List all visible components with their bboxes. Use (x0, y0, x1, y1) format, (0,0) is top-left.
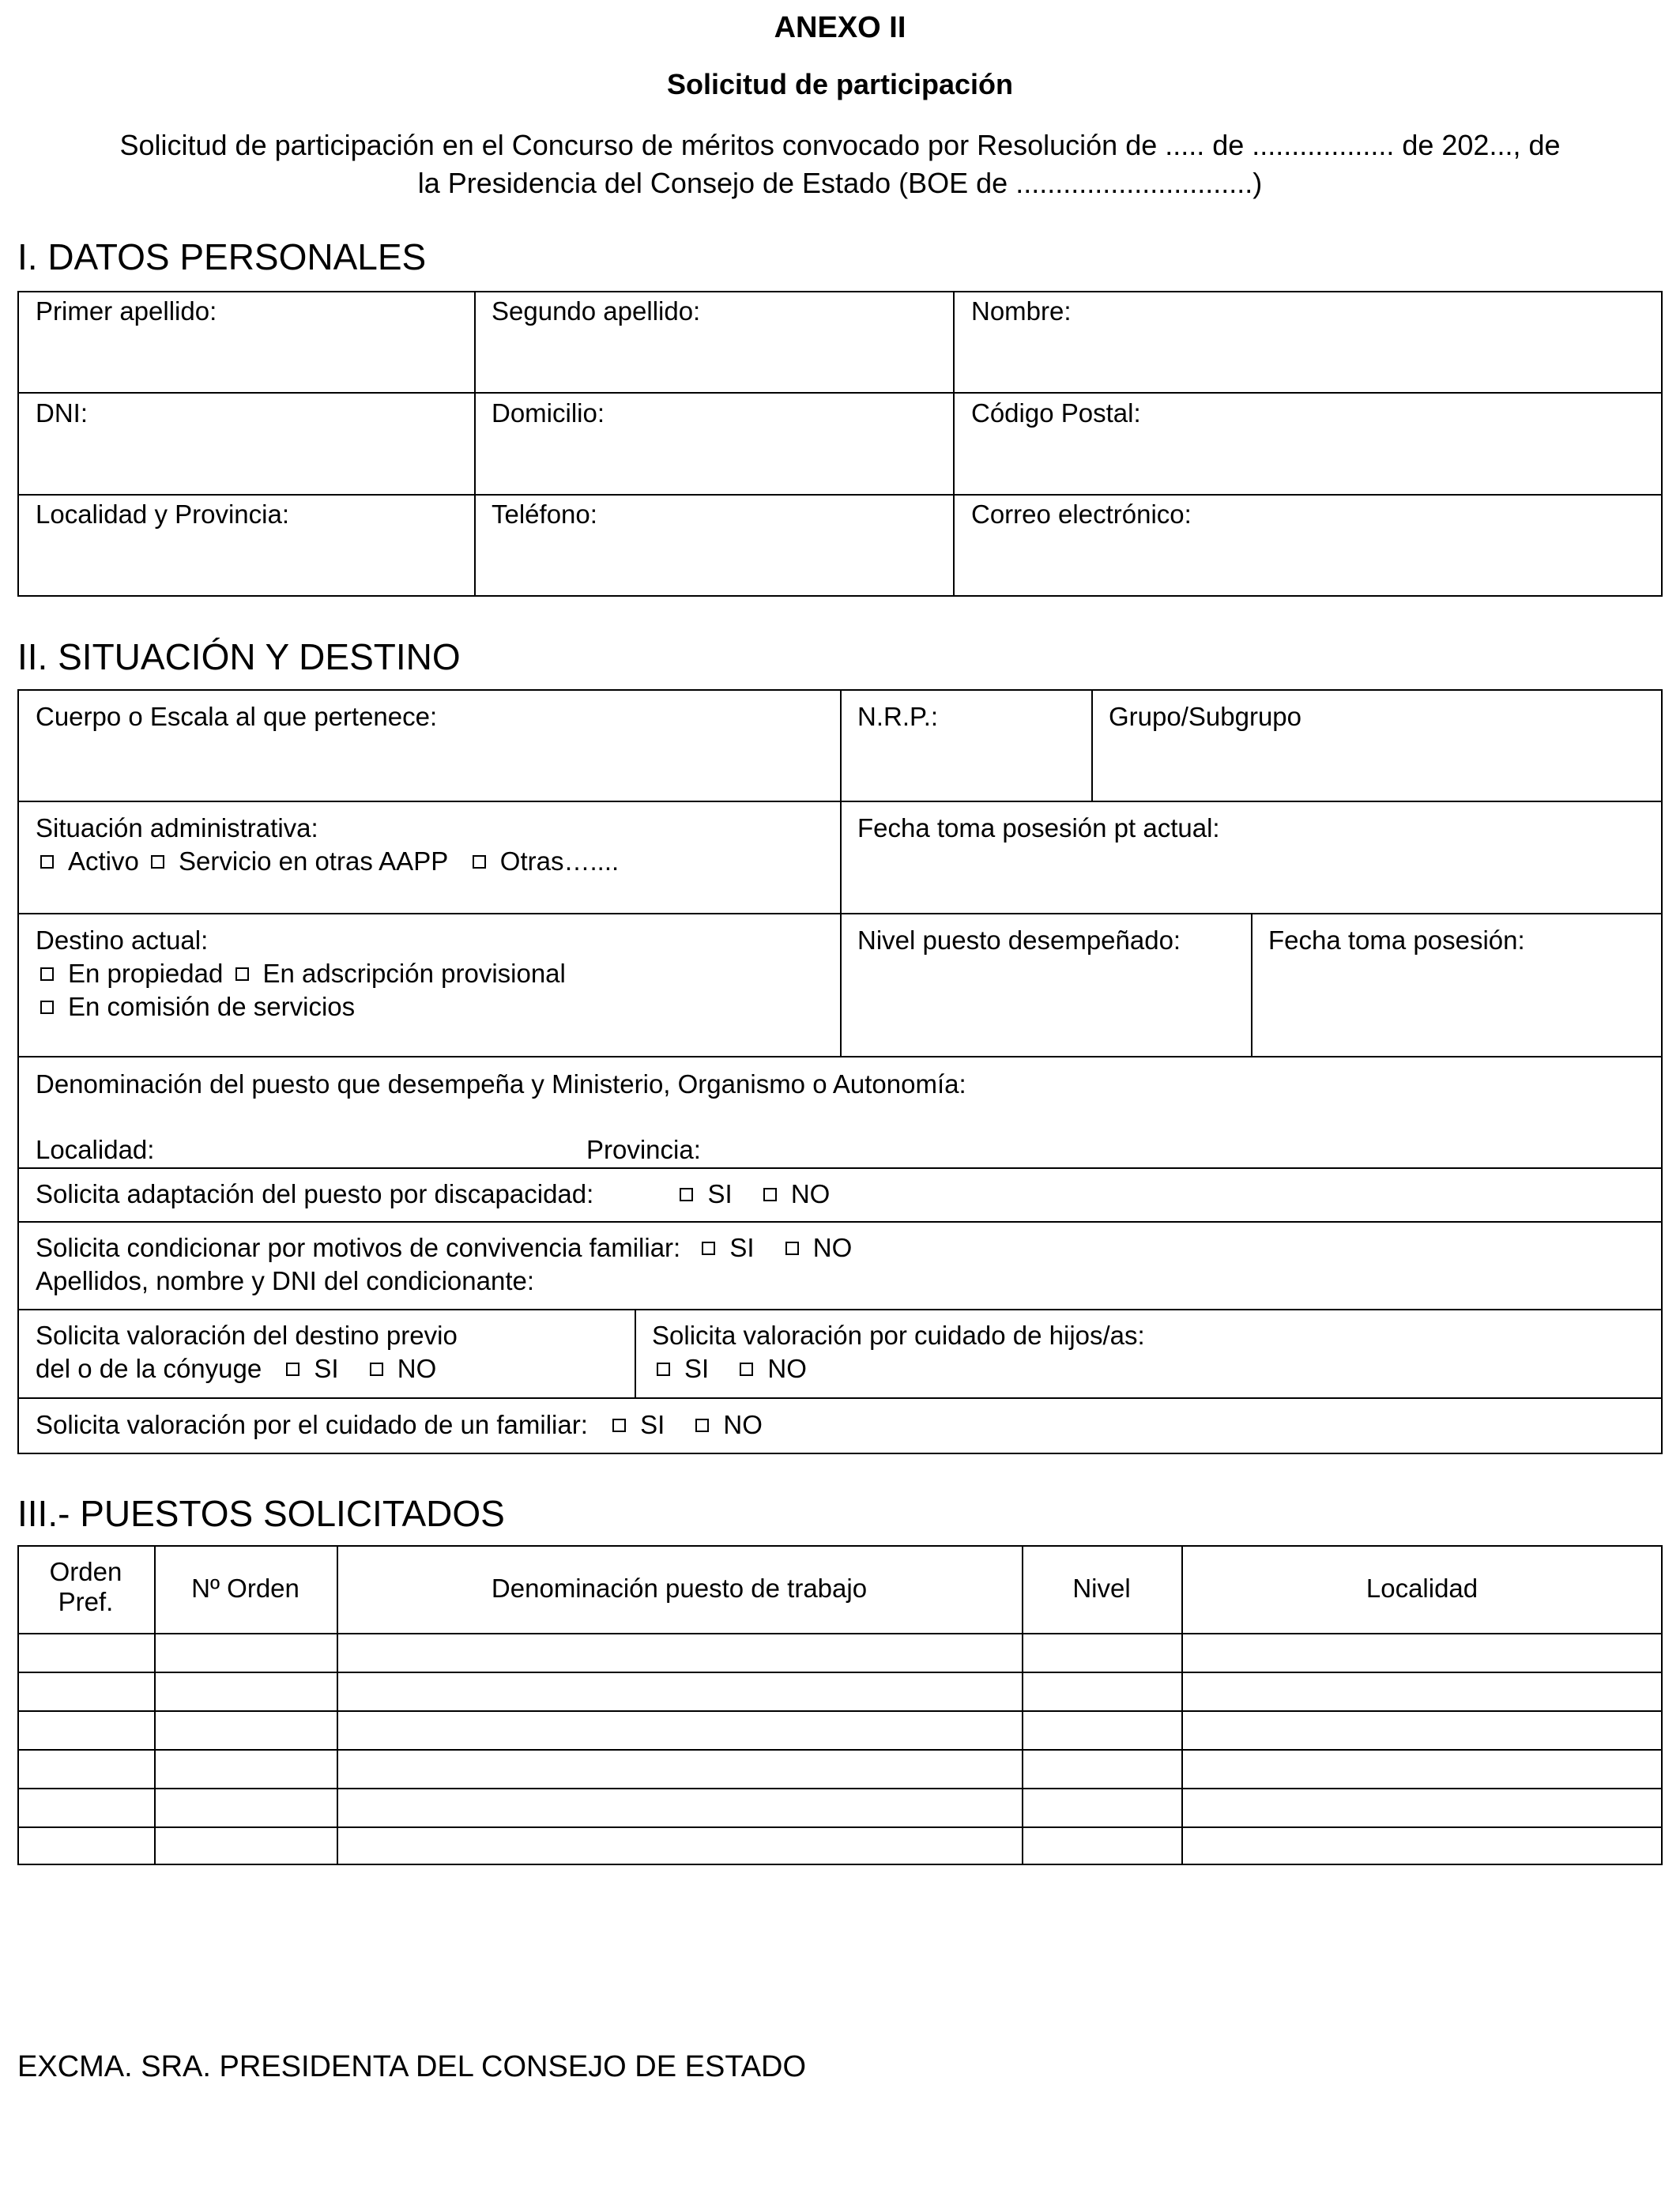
destino-options-row2 (36, 990, 355, 1023)
field-codigo-postal[interactable]: Código Postal: (971, 398, 1141, 428)
label-si: SI (729, 1233, 755, 1262)
field-nombre[interactable]: Nombre: (971, 296, 1072, 326)
field-localidad[interactable]: Localidad: (36, 1135, 155, 1164)
footer-addressee: EXCMA. SRA. PRESIDENTA DEL CONSEJO DE ESTADO (17, 2050, 807, 2083)
field-localidad-provincia[interactable]: Localidad y Provincia: (36, 499, 290, 529)
personal-data-table (17, 291, 1663, 597)
intro-line-2: la Presidencia del Consejo de Estado (BOE de ..............................) (417, 167, 1263, 199)
field-cuerpo[interactable]: Cuerpo o Escala al que pertenece: (36, 702, 438, 731)
intro-text (0, 126, 1680, 202)
checkbox-condicionar-no[interactable] (785, 1242, 799, 1255)
label-si: SI (684, 1354, 710, 1383)
field-nrp[interactable]: N.R.P.: (857, 702, 939, 731)
checkbox-comision[interactable] (40, 1001, 54, 1014)
divider (17, 1221, 1663, 1223)
label-comision: En comisión de servicios (68, 992, 356, 1021)
field-denominacion[interactable]: Denominación del puesto que desempeña y Ministerio, Organismo o Autonomía: (36, 1069, 966, 1099)
label-si: SI (640, 1410, 665, 1439)
divider (17, 494, 1663, 496)
table-row (17, 1710, 1663, 1712)
label-cuidado-familiar: Solicita valoración por el cuidado de un familiar: (36, 1410, 588, 1439)
field-segundo-apellido[interactable]: Segundo apellido: (492, 296, 701, 326)
checkbox-adaptacion-si[interactable] (680, 1188, 693, 1201)
cuidado-hijos-row (652, 1352, 807, 1385)
col-localidad: Localidad (1365, 1574, 1478, 1603)
divider (17, 392, 1663, 394)
checkbox-conyuge-si[interactable] (286, 1363, 299, 1376)
label-no: NO (397, 1354, 437, 1383)
divider (17, 1056, 1663, 1057)
field-primer-apellido[interactable]: Primer apellido: (36, 296, 217, 326)
label-no: NO (723, 1410, 763, 1439)
field-situacion: Situación administrativa: (36, 813, 318, 843)
label-otras: Otras….... (499, 846, 620, 876)
field-fecha-posesion[interactable]: Fecha toma posesión: (1268, 925, 1525, 955)
destino-options-row1 (36, 957, 566, 990)
col-orden-pref-l2: Pref. (58, 1587, 114, 1616)
label-condicionar: Solicita condicionar por motivos de convivencia familiar: (36, 1233, 681, 1262)
field-domicilio[interactable]: Domicilio: (492, 398, 605, 428)
field-telefono[interactable]: Teléfono: (492, 499, 597, 529)
divider (17, 1397, 1663, 1399)
checkbox-adscripcion[interactable] (235, 967, 249, 981)
col-n-orden: Nº Orden (191, 1574, 299, 1603)
label-adscripcion: En adscripción provisional (262, 959, 566, 988)
condicionar-row (36, 1231, 852, 1265)
field-grupo[interactable]: Grupo/Subgrupo (1109, 702, 1302, 731)
label-si: SI (707, 1179, 733, 1208)
cuidado-familiar-row (36, 1408, 763, 1442)
field-dni[interactable]: DNI: (36, 398, 88, 428)
checkbox-conyuge-no[interactable] (370, 1363, 383, 1376)
col-denominacion: Denominación puesto de trabajo (491, 1574, 868, 1603)
field-destino: Destino actual: (36, 925, 209, 955)
field-fecha-pt[interactable]: Fecha toma posesión pt actual: (857, 813, 1220, 843)
field-correo[interactable]: Correo electrónico: (971, 499, 1192, 529)
divider (17, 1309, 1663, 1310)
col-orden-pref-l1: Orden (49, 1557, 122, 1586)
divider (1251, 913, 1252, 1056)
label-si: SI (314, 1354, 339, 1383)
situacion-options (36, 845, 619, 878)
table-row (17, 1788, 1663, 1789)
section-1-title: I. DATOS PERSONALES (17, 236, 427, 277)
checkbox-activo[interactable] (40, 855, 54, 869)
checkbox-otras[interactable] (473, 855, 486, 869)
divider (635, 1309, 636, 1397)
label-propiedad: En propiedad (68, 959, 224, 988)
form-title: Solicitud de participación (666, 68, 1014, 100)
label-no: NO (790, 1179, 831, 1208)
col-orden-pref (17, 1557, 154, 1617)
checkbox-hijos-no[interactable] (740, 1363, 753, 1376)
field-condicionante[interactable]: Apellidos, nombre y DNI del condicionante: (36, 1266, 535, 1295)
checkbox-familiar-si[interactable] (612, 1419, 626, 1432)
destino-previo-row (36, 1352, 436, 1385)
field-provincia[interactable]: Provincia: (586, 1135, 701, 1164)
label-conyuge: del o de la cónyuge (36, 1354, 262, 1383)
table-header-divider (17, 1633, 1663, 1634)
section-3-title: III.- PUESTOS SOLICITADOS (17, 1493, 505, 1534)
label-servicio-otras: Servicio en otras AAPP (179, 846, 448, 876)
checkbox-propiedad[interactable] (40, 967, 54, 981)
label-no: NO (767, 1354, 807, 1383)
checkbox-familiar-no[interactable] (695, 1419, 709, 1432)
adaptacion-row (36, 1178, 830, 1211)
table-row (17, 1826, 1663, 1828)
intro-line-1: Solicitud de participación en el Concurso de méritos convocado por Resolución de ..... de .................. de 202..., de (119, 129, 1561, 161)
label-cuidado-hijos: Solicita valoración por cuidado de hijos/as: (652, 1321, 1145, 1350)
label-destino-previo: Solicita valoración del destino previo (36, 1321, 458, 1350)
label-adaptacion: Solicita adaptación del puesto por discapacidad: (36, 1179, 594, 1208)
divider (840, 689, 842, 1056)
label-activo: Activo (68, 846, 139, 876)
col-nivel: Nivel (1072, 1574, 1131, 1603)
checkbox-hijos-si[interactable] (657, 1363, 670, 1376)
divider (1091, 689, 1093, 801)
annex-title: ANEXO II (774, 11, 906, 44)
divider (474, 291, 476, 597)
divider (17, 1167, 1663, 1169)
checkbox-adaptacion-no[interactable] (763, 1188, 777, 1201)
table-row (17, 1672, 1663, 1673)
table-row (17, 1749, 1663, 1751)
label-no: NO (812, 1233, 853, 1262)
checkbox-condicionar-si[interactable] (702, 1242, 715, 1255)
divider (953, 291, 955, 597)
checkbox-servicio-otras[interactable] (151, 855, 164, 869)
section-2-title: II. SITUACIÓN Y DESTINO (17, 636, 461, 677)
field-nivel-puesto[interactable]: Nivel puesto desempeñado: (857, 925, 1181, 955)
